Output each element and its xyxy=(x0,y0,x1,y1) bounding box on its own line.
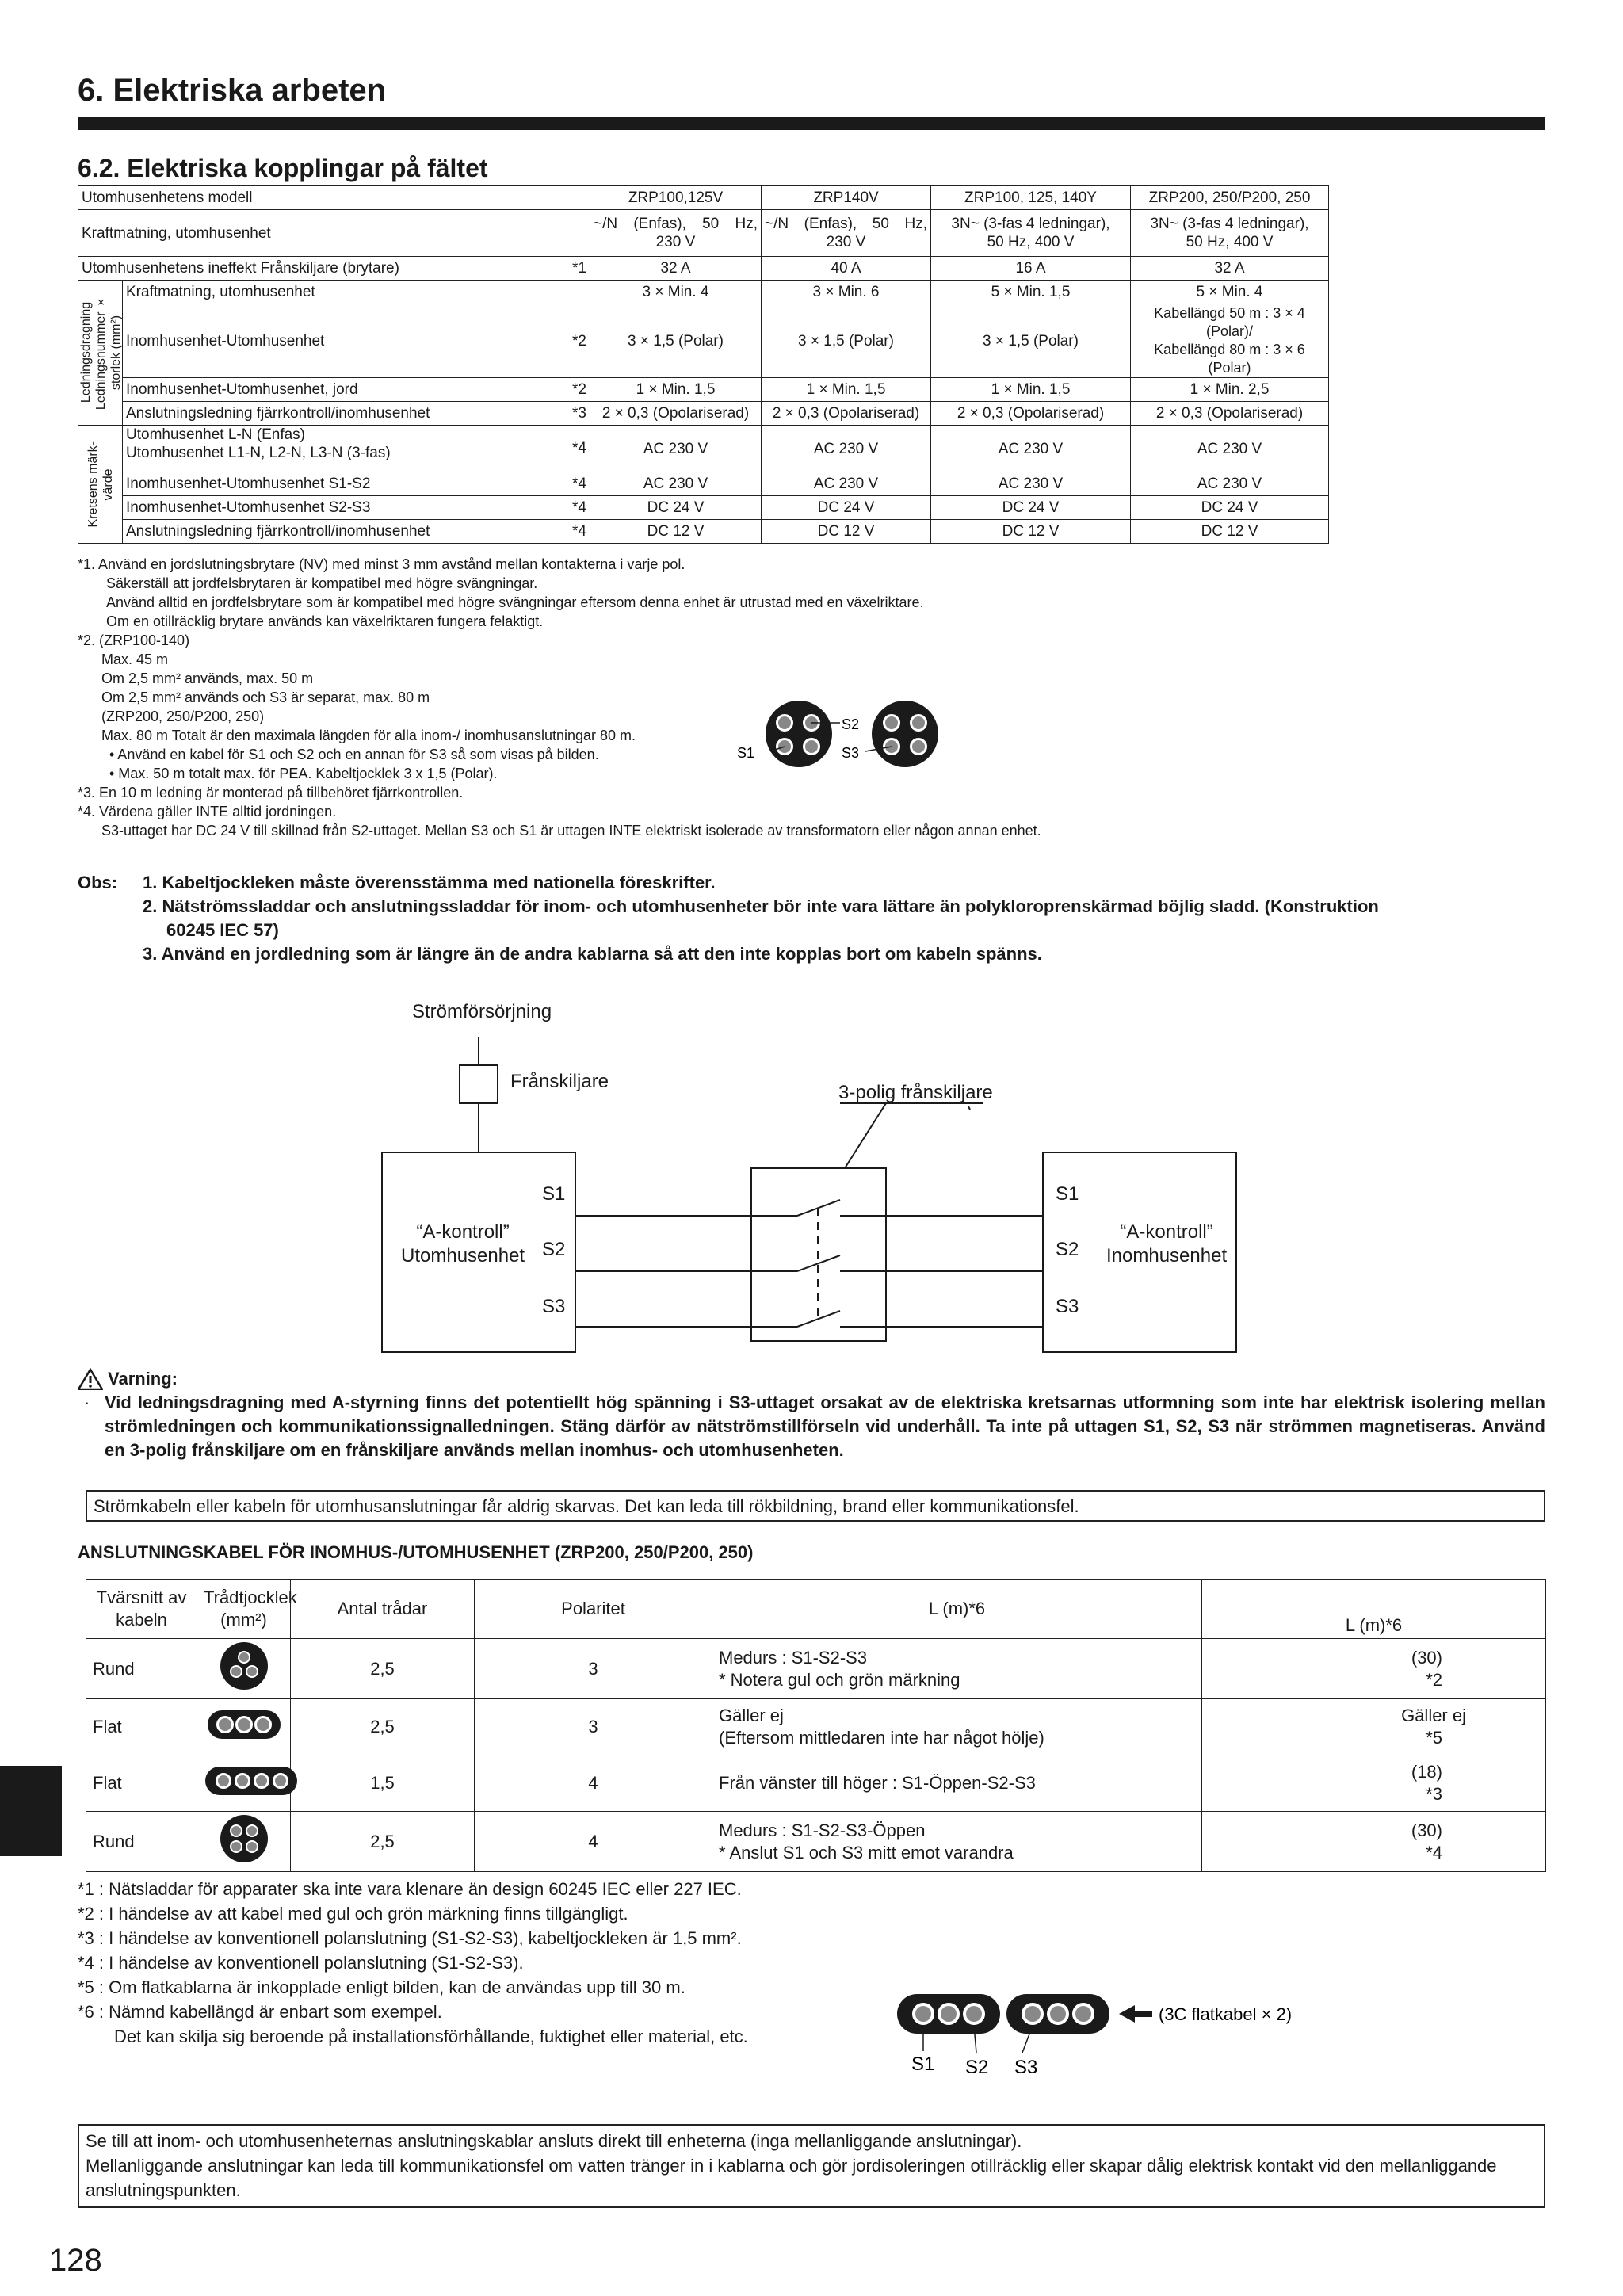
arrow-left-icon xyxy=(1119,2005,1152,2023)
cell-length: (30) *4 xyxy=(1202,1812,1546,1872)
table-cell: 3 × 1,5 (Polar) xyxy=(762,304,931,378)
notice-box-1: Strömkabeln eller kabeln för utomhusanslutningar får aldrig skarvas. Det kan leda till rökbildning, brand eller kommunikationsfel. xyxy=(86,1490,1545,1522)
table-cell: AC 230 V xyxy=(1131,472,1329,496)
group-label-rating: Kretsens märk- värde xyxy=(78,426,123,544)
terminal-s1-left: S1 xyxy=(542,1183,566,1205)
terminal-s3-right: S3 xyxy=(1056,1296,1079,1317)
round-3-core-icon xyxy=(219,1641,269,1691)
cell-length: (30) *2 xyxy=(1202,1639,1546,1699)
table-cell: 3 × 1,5 (Polar) xyxy=(931,304,1131,378)
header-wires: Antal trådar xyxy=(291,1580,475,1639)
label-s3: S3 xyxy=(1014,2057,1038,2078)
page-title: 6. Elektriska arbeten xyxy=(78,73,387,108)
cell-wires: 4 xyxy=(475,1812,712,1872)
header-length: L (m)*6 xyxy=(712,1580,1202,1639)
table-cell: 2 × 0,3 (Opolariserad) xyxy=(762,402,931,426)
cell-type: Flat xyxy=(86,1699,197,1755)
cell-thickness: 2,5 xyxy=(291,1812,475,1872)
table-cell: 32 A xyxy=(590,257,762,281)
table-cell: DC 12 V xyxy=(762,520,931,544)
table-cell: 5 × Min. 4 xyxy=(1131,281,1329,304)
table-row xyxy=(86,1699,1546,1755)
table-cell: 2 × 0,3 (Opolariserad) xyxy=(590,402,762,426)
flat-3-core-icon xyxy=(206,1707,282,1742)
table-row xyxy=(86,1755,1546,1812)
table-cell: DC 12 V xyxy=(1131,520,1329,544)
table-row xyxy=(86,1812,1546,1872)
model-cell: ZRP100, 125, 140Y xyxy=(931,186,1131,210)
cell-polarity: Gäller ej (Eftersom mittledaren inte har något hölje) xyxy=(712,1699,1202,1755)
cable-table-heading: ANSLUTNINGSKABEL FÖR INOMHUS-/UTOMHUSENHET (ZRP200, 250/P200, 250) xyxy=(78,1542,754,1562)
table-cell: Inomhusenhet-Utomhusenhet S1-S2 *4 xyxy=(123,472,590,496)
page-number: 128 xyxy=(49,2243,102,2278)
cell-icon xyxy=(197,1755,291,1812)
table-cell: Inomhusenhet-Utomhusenhet, jord *2 xyxy=(123,378,590,402)
cell-icon xyxy=(197,1812,291,1872)
three-pole-label: 3-polig frånskiljare xyxy=(838,1082,993,1103)
table-cell: Utomhusenhetens ineffekt Frånskiljare (brytare) *1 xyxy=(78,257,590,281)
cell-length: Gäller ej *5 xyxy=(1202,1699,1546,1755)
cell-polarity: Från vänster till höger : S1-Öppen-S2-S3 xyxy=(712,1755,1202,1812)
cable-footnotes: *1 : Nätsladdar för apparater ska inte vara klenare än design 60245 IEC eller 227 IEC. *2 : I händelse av att kabel med gul och grön märkning finns tillgängligt. *3 : I händelse av konventionell polanslutning (S1-S2-S3), kabeltjockleken är 1,5 mm². *4 : I händelse av konventionell polanslutning (S1-S2-S3). *5 : Om flatkablarna är inkopplade enligt bilden, kan de användas upp till 30 m. *6 : Nämnd kabellängd är enbart som exempel. Det kan skilja sig beroende på installationsförhållande, fuktighet eller material, etc. xyxy=(78,1879,748,2046)
cell-icon xyxy=(197,1699,291,1755)
table-cell: AC 230 V xyxy=(762,472,931,496)
cell-polarity: Medurs : S1-S2-S3 * Notera gul och grön märkning xyxy=(712,1639,1202,1699)
cell-thickness: 1,5 xyxy=(291,1755,475,1812)
table-cell: Kraftmatning, utomhusenhet xyxy=(123,281,590,304)
table-cell: DC 12 V xyxy=(590,520,762,544)
isolator-label: Frånskiljare xyxy=(510,1071,609,1092)
table-cell: 3 × Min. 6 xyxy=(762,281,931,304)
section-title: 6.2. Elektriska kopplingar på fältet xyxy=(78,154,488,182)
table-row xyxy=(86,1639,1546,1699)
flat-cable-figure xyxy=(896,1981,1339,2084)
table-cell: AC 230 V xyxy=(1131,426,1329,472)
table-cell: Inomhusenhet-Utomhusenhet S2-S3 *4 xyxy=(123,496,590,520)
cable-table xyxy=(86,1579,1546,1872)
cell-thickness: 2,5 xyxy=(291,1639,475,1699)
model-cell: ZRP200, 250/P200, 250 xyxy=(1131,186,1329,210)
table-cell: ~/N (Enfas), 50 Hz, 230 V xyxy=(762,210,931,257)
flat-4-core-icon xyxy=(204,1763,299,1798)
table-cell: Kraftmatning, utomhusenhet xyxy=(78,210,590,257)
header-thickness: Trådtjocklek (mm²) xyxy=(197,1580,291,1639)
warning-icon xyxy=(78,1368,103,1390)
table-cell: AC 230 V xyxy=(762,426,931,472)
isolator-icon xyxy=(460,1065,498,1103)
header-section: Tvärsnitt av kabeln xyxy=(86,1580,197,1639)
terminal-s3-left: S3 xyxy=(542,1296,566,1317)
label-s2: S2 xyxy=(842,716,860,732)
table-cell: AC 230 V xyxy=(931,472,1131,496)
table-cell: DC 12 V xyxy=(931,520,1131,544)
label-s2: S2 xyxy=(965,2057,989,2078)
cell-polarity: Medurs : S1-S2-S3-Öppen * Anslut S1 och S3 mitt emot varandra xyxy=(712,1812,1202,1872)
table-cell: 3N~ (3-fas 4 ledningar), 50 Hz, 400 V xyxy=(931,210,1131,257)
table-cell: DC 24 V xyxy=(590,496,762,520)
label-s3: S3 xyxy=(842,745,860,761)
group-label-wiring: Ledningsdragning Ledningsnummer × storlek (mm²) xyxy=(78,281,123,426)
cell-length: (18) *3 xyxy=(1202,1755,1546,1812)
notice-box-2: Se till att inom- och utomhusenheternas anslutningskablar ansluts direkt till enheterna (inga mellanliggande anslutningar). Mellanliggande anslutningar kan leda till kommunikationsfel om vatten tränger in i kablarna och gör jordisoleringen otillräcklig eller skapar dålig elektrisk kontakt vid den mellanliggande anslutningspunkten. xyxy=(78,2124,1545,2208)
table-cell: 5 × Min. 1,5 xyxy=(931,281,1131,304)
table-cell: DC 24 V xyxy=(931,496,1131,520)
header-length-2: L (m)*6 xyxy=(1202,1580,1546,1639)
label-s1: S1 xyxy=(737,745,755,761)
table-cell: Inomhusenhet-Utomhusenhet *2 xyxy=(123,304,590,378)
cell-wires: 4 xyxy=(475,1755,712,1812)
table-cell: Utomhusenhetens modell xyxy=(78,186,590,210)
table-cell: 1 × Min. 2,5 xyxy=(1131,378,1329,402)
table-cell: *4 Utomhusenhet L-N (Enfas) Utomhusenhet L1-N, L2-N, L3-N (3-fas) xyxy=(123,426,590,472)
table-cell: 3 × 1,5 (Polar) xyxy=(590,304,762,378)
table-cell: ~/N (Enfas), 50 Hz, 230 V xyxy=(590,210,762,257)
power-supply-label: Strömförsörjning xyxy=(412,1001,552,1022)
cell-icon xyxy=(197,1639,291,1699)
table-cell: DC 24 V xyxy=(1131,496,1329,520)
cell-thickness: 2,5 xyxy=(291,1699,475,1755)
outdoor-unit-label: “A-kontroll” Utomhusenhet xyxy=(401,1221,525,1266)
table-cell: 3 × Min. 4 xyxy=(590,281,762,304)
table-cell: 2 × 0,3 (Opolariserad) xyxy=(931,402,1131,426)
model-cell: ZRP140V xyxy=(762,186,931,210)
round-4-core-icon xyxy=(219,1813,269,1864)
cell-type: Rund xyxy=(86,1812,197,1872)
table-cell: 1 × Min. 1,5 xyxy=(931,378,1131,402)
table-cell: DC 24 V xyxy=(762,496,931,520)
table-cell: 32 A xyxy=(1131,257,1329,281)
flat-cable-label: (3C flatkabel × 2) xyxy=(1159,2004,1293,2024)
cell-wires: 3 xyxy=(475,1699,712,1755)
footnotes: *1. Använd en jordslutningsbrytare (NV) med minst 3 mm avstånd mellan kontakterna i varje pol. Säkerställ att jordfelsbrytaren är kompatibel med högre svängningar. Använd alltid en jordfelsbrytare som är kompatibel med högre svängningar eftersom denna enhet är utrustad med en växelriktare. Om en otillräcklig brytare används kan växelriktaren fungera felaktigt. *2. (ZRP100-140) Max. 45 m Om 2,5 mm² används, max. 50 m Om 2,5 mm² används och S3 är separat, max. 80 m (ZRP200, 250/P200, 250) Max. 80 m Totalt är den maximala längden för alla inom-/ inomhusanslutningar 80 m. • Använd en kabel för S1 och S2 och en annan för S3 så som visas på bilden. • Max. 50 m totalt max. för PEA. Kabeltjocklek 3 x 1,5 (Polar). *3. En 10 m ledning är monterad på tillbehöret fjärrkontrollen. *4. Värdena gäller INTE alltid jordningen. S3-uttaget har DC 24 V till skillnad från S2-uttaget. Mellan S3 och S1 är uttagen INTE elektriskt isolerade av transformatorn eller någon annan enhet. xyxy=(78,556,1041,839)
table-cell: 1 × Min. 1,5 xyxy=(762,378,931,402)
cell-wires: 3 xyxy=(475,1639,712,1699)
terminal-s2-right: S2 xyxy=(1056,1239,1079,1260)
cell-type: Flat xyxy=(86,1755,197,1812)
table-cell: 3N~ (3-fas 4 ledningar), 50 Hz, 400 V xyxy=(1131,210,1329,257)
label-s1: S1 xyxy=(911,2053,935,2075)
terminal-s2-left: S2 xyxy=(542,1239,566,1260)
table-cell: AC 230 V xyxy=(590,472,762,496)
table-header-row xyxy=(86,1580,1546,1639)
warning-block: Varning: · Vid ledningsdragning med A-styrning finns det potentiellt hög spänning i S3-uttaget orsakat av de elektriska kretsarnas utformning som inte har elektrisk isolering mellan strömledningen och kommunikationssignalledningen. Stäng därför av nätströmstillförseln vid underhåll. Ta inte på uttagen S1, S2, S3 när strömmen magnetiseras. Använd en 3-polig frånskiljare om en frånskiljare används mellan inomhus- och utomhusenheten. xyxy=(78,1367,1545,1462)
table-cell: 40 A xyxy=(762,257,931,281)
table-cell: Anslutningsledning fjärrkontroll/inomhusenhet *3 xyxy=(123,402,590,426)
table-cell: Anslutningsledning fjärrkontroll/inomhusenhet *4 xyxy=(123,520,590,544)
cell-type: Rund xyxy=(86,1639,197,1699)
model-cell: ZRP100,125V xyxy=(590,186,762,210)
table-cell: AC 230 V xyxy=(590,426,762,472)
section-tab xyxy=(0,1766,62,1856)
table-cell: 16 A xyxy=(931,257,1131,281)
indoor-unit-label: “A-kontroll” Inomhusenhet xyxy=(1106,1221,1228,1266)
terminal-s1-right: S1 xyxy=(1056,1183,1079,1205)
table-cell: AC 230 V xyxy=(931,426,1131,472)
table-cell: Kabellängd 50 m : 3 × 4 (Polar)/ Kabellängd 80 m : 3 × 6 (Polar) xyxy=(1131,304,1329,378)
table-cell: 2 × 0,3 (Opolariserad) xyxy=(1131,402,1329,426)
table-cell: 1 × Min. 1,5 xyxy=(590,378,762,402)
header-polarity: Polaritet xyxy=(475,1580,712,1639)
